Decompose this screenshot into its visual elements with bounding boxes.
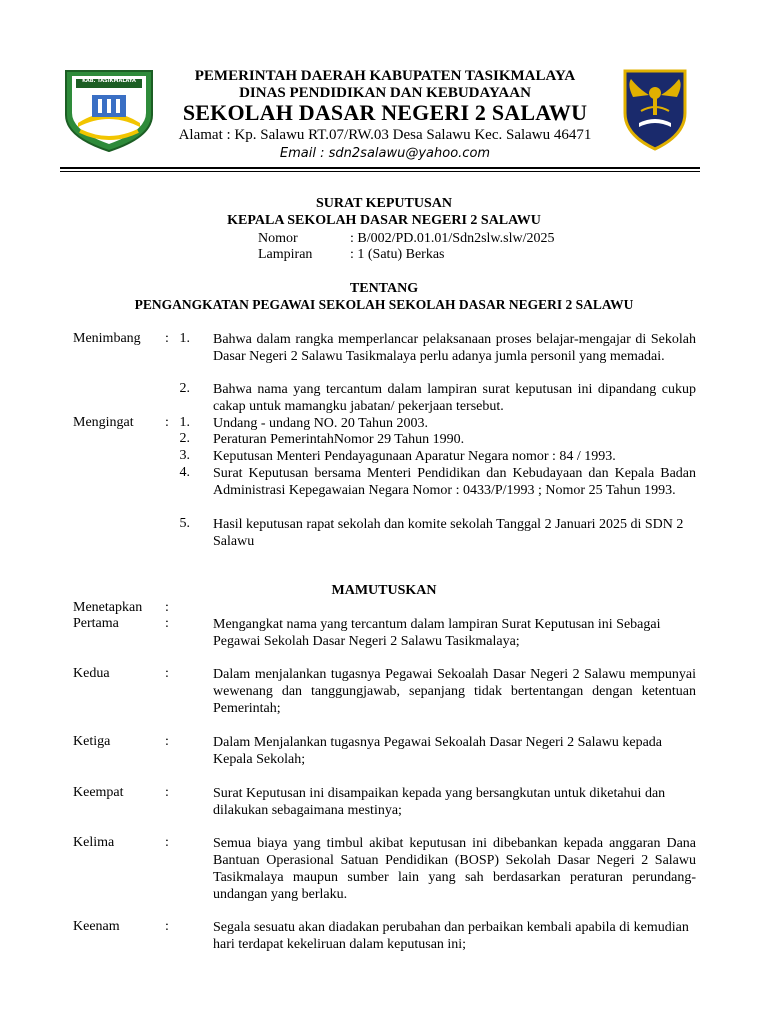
mengingat-num-1: 1.	[179, 415, 190, 430]
menimbang-num-2: 2.	[179, 381, 190, 396]
mengingat-colon: :	[165, 415, 169, 430]
mengingat-label: Mengingat	[73, 415, 134, 430]
menimbang-item-1: Bahwa dalam rangka memperlancar pelaksanaan proses belajar-mengajar di Sekolah Dasar Negeri 2 Salawu Tasikmalaya perlu adanya jumla personil yang memadai.	[213, 332, 696, 364]
mengingat-item-3: Keputusan Menteri Pendayagunaan Aparatur Negara nomor : 84 / 1993.	[213, 449, 616, 464]
decision-text-kedua: Dalam menjalankan tugasnya Pegawai Sekoalah Dasar Negeri 2 Salawu mempunyai wewenang dan tanggungjawab, sepanjang tidak bertentangan dengan ketentuan Pemerintah;	[213, 667, 696, 716]
decision-text-keenam: Segala sesuatu akan diadakan perubahan dan perbaikan kembali apabila di kemudian hari terdapat kekeliruan dalam keputusan ini;	[213, 920, 689, 952]
decision-colon-keempat: :	[165, 785, 169, 800]
header-address: Alamat : Kp. Salawu RT.07/RW.03 Desa Salawu Kec. Salawu 46471	[178, 127, 592, 143]
decision-label-keempat: Keempat	[73, 785, 124, 800]
mamutuskan-heading: MAMUTUSKAN	[331, 583, 437, 598]
decision-label-kedua: Kedua	[73, 666, 110, 681]
decision-colon-kedua: :	[165, 666, 169, 681]
decision-colon-keenam: :	[165, 919, 169, 934]
decision-label-pertama: Pertama	[73, 616, 119, 631]
lampiran-value: : 1 (Satu) Berkas	[350, 247, 445, 262]
decree-issuer: KEPALA SEKOLAH DASAR NEGERI 2 SALAWU	[227, 213, 541, 228]
menimbang-num-1: 1.	[179, 331, 190, 346]
decision-colon-pertama: :	[165, 616, 169, 631]
menimbang-label: Menimbang	[73, 331, 141, 346]
menimbang-item-2: Bahwa nama yang tercantum dalam lampiran surat keputusan ini dipandang cukup cakap untuk mamangku jabatan/ pekerjaan tersebut.	[213, 382, 696, 414]
header-government: PEMERINTAH DAERAH KABUPATEN TASIKMALAYA	[194, 68, 576, 84]
nomor-value: : B/002/PD.01.01/Sdn2slw.slw/2025	[350, 231, 555, 246]
decision-text-keempat: Surat Keputusan ini disampaikan kepada yang bersangkutan untuk diketahui dan dilakukan sebagaimana mestinya;	[213, 786, 666, 818]
header-school-name: SEKOLAH DASAR NEGERI 2 SALAWU	[182, 100, 588, 125]
menetapkan-colon: :	[165, 600, 169, 615]
decision-label-kelima: Kelima	[73, 835, 115, 850]
decision-colon-ketiga: :	[165, 734, 169, 749]
tentang-heading: TENTANG	[349, 281, 419, 296]
header-email: Email : sdn2salawu@yahoo.com	[279, 146, 491, 161]
mengingat-item-4: Surat Keputusan bersama Menteri Pendidikan dan Kebudayaan dan Kepala Badan Administrasi Kepegawaian Negara Nomor : 0433/P/1993 ; Nomor 25 Tahun 1993.	[213, 466, 696, 498]
decision-text-kelima: Semua biaya yang timbul akibat keputusan ini dibebankan kepada anggaran Dana Bantuan Operasional Satuan Pendidikan (BOSP) Sekolah Dasar Negeri 2 Salawu Tasikmalaya maupun sumber lain yang sah berdasarkan peraturan perundang-undangan yang berlaku.	[213, 836, 696, 902]
decree-title: SURAT KEPUTUSAN	[315, 196, 452, 211]
mengingat-item-2: Peraturan PemerintahNomor 29 Tahun 1990.	[213, 432, 465, 447]
decision-label-keenam: Keenam	[73, 919, 120, 934]
decree-subject: PENGANGKATAN PEGAWAI SEKOLAH SEKOLAH DASAR NEGERI 2 SALAWU	[134, 297, 634, 312]
mengingat-item-5: Hasil keputusan rapat sekolah dan komite sekolah Tanggal 2 Januari 2025 di SDN 2 Salawu	[213, 517, 684, 549]
menetapkan-label: Menetapkan	[73, 600, 143, 615]
mengingat-num-4: 4.	[179, 465, 190, 480]
menimbang-colon: :	[165, 331, 169, 346]
mengingat-num-2: 2.	[179, 431, 190, 446]
mengingat-num-5: 5.	[179, 516, 190, 531]
decision-label-ketiga: Ketiga	[73, 734, 111, 749]
left-logo-text: KAB. TASIKMALAYA	[82, 78, 136, 84]
lampiran-label: Lampiran	[258, 247, 313, 262]
decision-text-ketiga: Dalam Menjalankan tugasnya Pegawai Sekoalah Dasar Negeri 2 Salawu kepada Kepala Sekolah;	[213, 735, 663, 767]
mengingat-item-1: Undang - undang NO. 20 Tahun 2003.	[213, 416, 428, 431]
header-department: DINAS PENDIDIKAN DAN KEBUDAYAAN	[239, 85, 531, 101]
nomor-label: Nomor	[258, 231, 298, 246]
letterhead-divider	[60, 167, 700, 172]
decision-colon-kelima: :	[165, 835, 169, 850]
school-emblem-logo	[619, 67, 691, 151]
mengingat-num-3: 3.	[179, 448, 190, 463]
decision-text-pertama: Mengangkat nama yang tercantum dalam lampiran Surat Keputusan ini Sebagai Pegawai Sekolah Dasar Negeri 2 Salawu Tasikmalaya;	[213, 617, 661, 649]
